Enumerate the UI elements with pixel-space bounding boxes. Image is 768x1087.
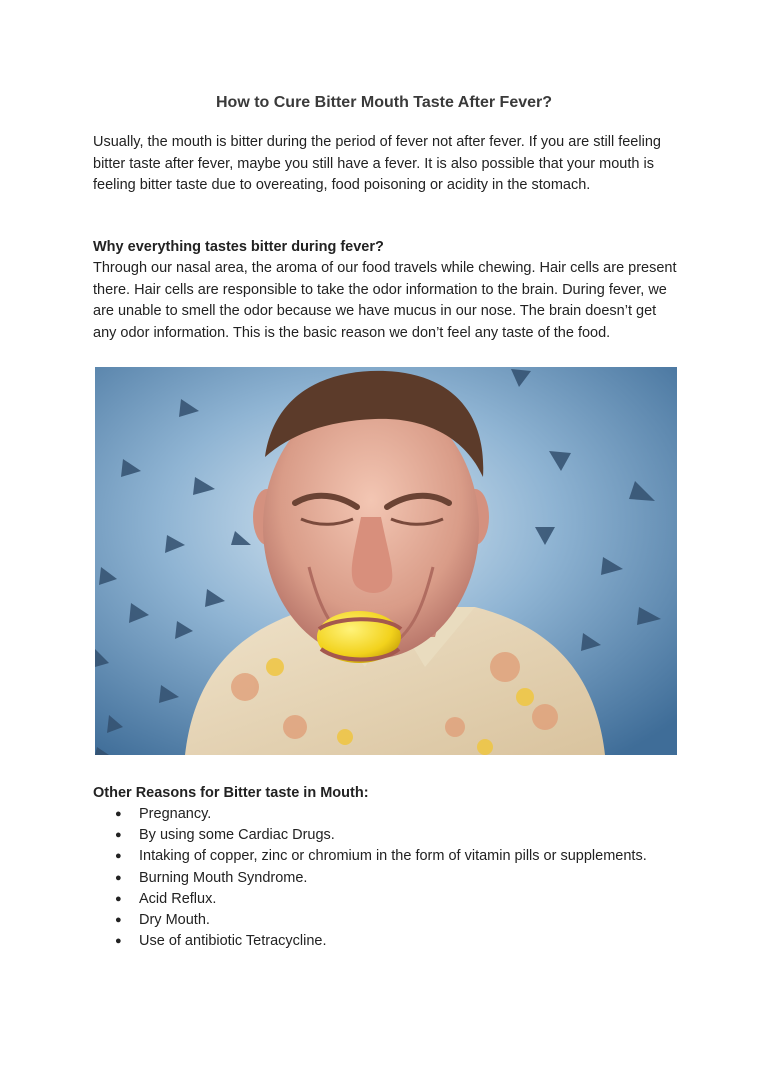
list-item (93, 804, 653, 825)
bullet-icon: ● (115, 850, 122, 863)
list-item-text: Intaking of copper, zinc or chromium in the form of vitamin pills or supplements. (139, 848, 647, 865)
list-item-text: By using some Cardiac Drugs. (139, 827, 335, 844)
bullet-icon: ● (115, 871, 122, 884)
why-paragraph: Through our nasal area, the aroma of our food travels while chewing. Hair cells are present there. Hair cells are responsible to take the odor information to the brain. During fever, we are unable to smell the odor because we have mucus in our nose. The brain doesn’t get any odor information. This is the basic reason we don’t feel any taste of the food. (93, 260, 677, 341)
list-item (93, 846, 653, 867)
bullet-icon: ● (115, 892, 122, 905)
list-item-text: Burning Mouth Syndrome. (139, 869, 308, 886)
bullet-icon: ● (115, 914, 122, 927)
intro-paragraph: Usually, the mouth is bitter during the period of fever not after fever. If you are still feeling bitter taste after fever, maybe you still have a fever. It is also possible that your mouth is feeling bitter taste due to overeating, food poisoning or acidity in the stomach. (93, 134, 661, 193)
man-biting-lemon-photo (95, 367, 677, 755)
page-title: How to Cure Bitter Mouth Taste After Fever? (215, 94, 553, 111)
bullet-icon: ● (115, 808, 122, 820)
list-item (93, 910, 653, 931)
list-item-text: Use of antibiotic Tetracycline. (139, 933, 327, 950)
list-item (93, 825, 653, 846)
list-item (93, 931, 653, 952)
list-item (93, 868, 653, 889)
why-heading: Why everything tastes bitter during fever? (93, 239, 384, 255)
bullet-icon: ● (115, 829, 122, 842)
other-reasons-heading: Other Reasons for Bitter taste in Mouth: (93, 785, 369, 801)
list-item-text: Dry Mouth. (139, 912, 210, 929)
reasons-list (93, 804, 653, 952)
list-item-text: Acid Reflux. (139, 890, 217, 907)
bullet-icon: ● (115, 935, 122, 948)
list-item-text: Pregnancy. (139, 806, 212, 822)
list-item (93, 889, 653, 910)
